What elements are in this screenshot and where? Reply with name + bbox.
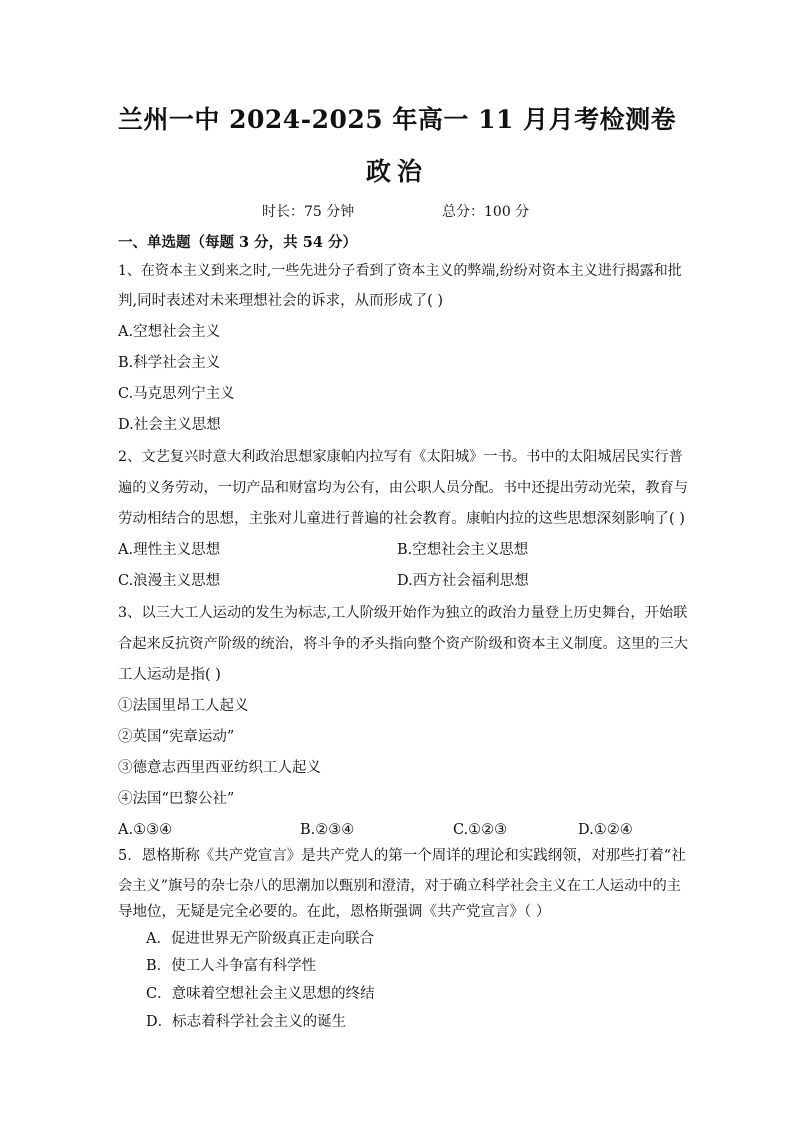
q2-stem-line-3: 劳动相结合的思想，主张对儿童进行普遍的社会教育。康帕内拉的这些思想深刻影响了( ) [118, 511, 685, 527]
q1-option-d: D.社会主义思想 [118, 417, 221, 433]
q5-option-c: C．意味着空想社会主义思想的终结 [146, 986, 375, 1002]
q1-option-b: B.科学社会主义 [118, 355, 221, 371]
q5-option-a: A．促进世界无产阶级真正走向联合 [146, 931, 374, 947]
q3-option-b: B.②③④ [300, 822, 355, 838]
q3-statement-2: ②英国“宪章运动” [118, 729, 235, 745]
q1-option-c: C.马克思列宁主义 [118, 386, 235, 402]
q3-statement-4: ④法国“巴黎公社” [118, 791, 235, 807]
q5-stem-line-2: 会主义”旗号的杂七杂八的思潮加以甄别和澄清，对于确立科学社会主义在工人运动中的主 [118, 878, 682, 894]
exam-title: 兰州一中 2024-2025 年高一 11 月月考检测卷 [117, 105, 677, 134]
q5-option-d: D．标志着科学社会主义的诞生 [146, 1014, 347, 1030]
q5-stem-line-1: 5．恩格斯称《共产党宣言》是共产党人的第一个周详的理论和实践纲领，对那些打着“社 [118, 848, 686, 864]
q2-option-c: C.浪漫主义思想 [118, 573, 221, 589]
section-heading: 一、单选题（每题 3 分，共 54 分） [118, 234, 357, 251]
q2-stem-line-1: 2、文艺复兴时意大利政治思想家康帕内拉写有《太阳城》一书。书中的太阳城居民实行普 [118, 449, 683, 465]
q5-option-b: B．使工人斗争富有科学性 [146, 958, 317, 974]
q3-option-c: C.①②③ [453, 822, 508, 838]
q3-statement-1: ①法国里昂工人起义 [118, 698, 249, 714]
q2-option-a: A.理性主义思想 [118, 542, 221, 558]
q3-statement-3: ③德意志西里西亚纺织工人起义 [118, 760, 321, 776]
subject-title: 政治 [365, 157, 428, 186]
q1-stem-line-1: 1、在资本主义到来之时,一些先进分子看到了资本主义的弊端,纷纷对资本主义进行揭露和批 [118, 263, 682, 279]
q2-option-b: B.空想社会主义思想 [397, 542, 529, 558]
q3-stem-line-2: 合起来反抗资产阶级的统治，将斗争的矛头指向整个资产阶级和资本主义制度。这里的三大 [118, 636, 689, 652]
q3-stem-line-3: 工人运动是指( ) [118, 667, 221, 683]
q1-stem-line-2: 判,同时表述对未来理想社会的诉求，从而形成了( ) [118, 293, 444, 309]
total-score-label: 总分：100 分 [442, 204, 530, 220]
q5-stem-line-3: 导地位，无疑是完全必要的。在此，恩格斯强调《共产党宣言》（ ） [118, 904, 551, 920]
duration-label: 时长：75 分钟 [262, 204, 355, 220]
q1-option-a: A.空想社会主义 [118, 324, 221, 340]
q3-stem-line-1: 3、以三大工人运动的发生为标志,工人阶级开始作为独立的政治力量登上历史舞台，开始联 [118, 605, 688, 621]
q3-option-a: A.①③④ [118, 822, 173, 838]
q2-option-d: D.西方社会福利思想 [397, 573, 529, 589]
q2-stem-line-2: 遍的义务劳动，一切产品和财富均为公有，由公职人员分配。书中还提出劳动光荣，教育与 [118, 480, 689, 496]
q3-option-d: D.①②④ [578, 822, 633, 838]
